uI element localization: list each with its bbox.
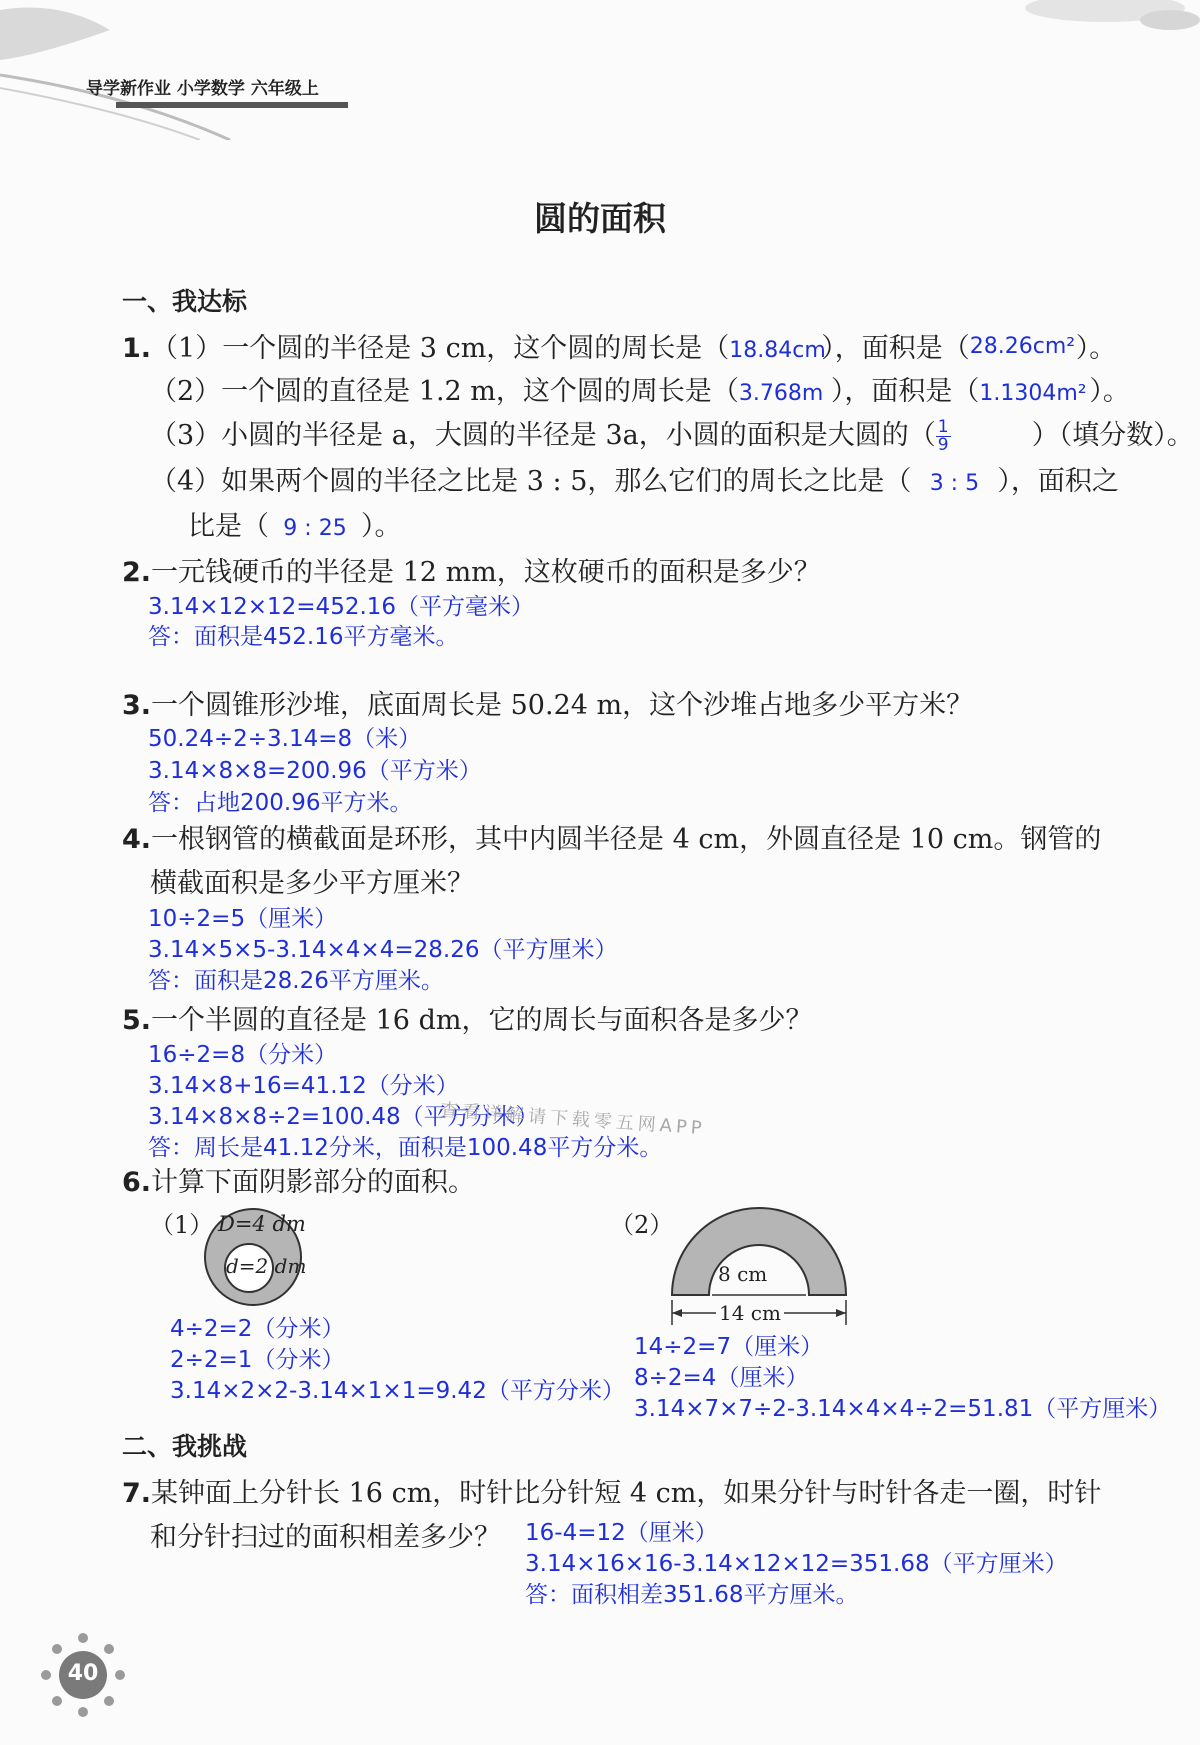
header-rule bbox=[116, 102, 348, 108]
page-title: 圆的面积 bbox=[534, 199, 666, 238]
answer-6-2-line-3: 3.14×7×7÷2-3.14×4×4÷2=51.81（平方厘米） bbox=[634, 1396, 1172, 1422]
answer-4-line-1: 10÷2=5（厘米） bbox=[148, 906, 338, 932]
question-2: 2.一元钱硬币的半径是 12 mm，这枚硬币的面积是多少？ bbox=[122, 557, 821, 588]
question-1-part-1: 1.（1）一个圆的半径是 3 cm，这个圆的周长是（18.84cm），面积是（28.26cm²）。 bbox=[122, 333, 1117, 364]
question-1-part-3: （3）小圆的半径是 a，大圆的半径是 3a，小圆的面积是大圆的（ $\frac{1}{9}$ ）（填分数）。 bbox=[150, 417, 1194, 455]
figure-1-outer-diameter-label: D=4 dm bbox=[218, 1212, 306, 1236]
answer-5-line-3: 3.14×8×8÷2=100.48（平方分米） bbox=[148, 1104, 539, 1130]
header-swoosh-decoration bbox=[0, 0, 1200, 140]
answer-3-line-1: 50.24÷2÷3.14=8（米） bbox=[148, 726, 422, 752]
question-1-number: 1. bbox=[122, 333, 152, 364]
figure-1-inner-diameter-label: d=2 dm bbox=[226, 1254, 307, 1278]
answer-2-line-1: 3.14×12×12=452.16（平方毫米） bbox=[148, 594, 535, 620]
answer-5-line-1: 16÷2=8（分米） bbox=[148, 1042, 338, 1068]
answer-5-line-2: 3.14×8+16=41.12（分米） bbox=[148, 1073, 459, 1099]
answer-1-1-area: 28.26cm² bbox=[969, 334, 1076, 359]
watermark-text: 查看详解请下载零五网APP bbox=[439, 1099, 707, 1140]
question-7-line-2: 和分针扫过的面积相差多少？ bbox=[150, 1522, 501, 1553]
answer-1-2-area: 1.1304m² bbox=[979, 381, 1087, 406]
question-1-part-2: （2）一个圆的直径是 1.2 m，这个圆的周长是（3.768m ），面积是（1.1304m² ）。 bbox=[150, 376, 1130, 407]
answer-2-line-2: 答：面积是452.16平方毫米。 bbox=[148, 624, 459, 650]
answer-3-line-3: 答：占地200.96平方米。 bbox=[148, 790, 413, 816]
answer-1-4-ratio-area: 9 : 25 bbox=[283, 516, 347, 541]
answer-6-2-line-2: 8÷2=4（厘米） bbox=[634, 1365, 809, 1391]
figure-2-outer-diameter-label: 14 cm bbox=[716, 1301, 784, 1325]
question-3: 3.一个圆锥形沙堆，底面周长是 50.24 m，这个沙堆占地多少平方米？ bbox=[122, 690, 974, 721]
answer-3-line-2: 3.14×8×8=200.96（平方米） bbox=[148, 758, 482, 784]
figure-2-inner-diameter-label: 8 cm bbox=[718, 1262, 768, 1286]
series-header: 导学新作业 小学数学 六年级上 bbox=[86, 79, 319, 99]
figure-1-label: （1） bbox=[150, 1211, 214, 1239]
answer-5-line-4: 答：周长是41.12分米，面积是100.48平方分米。 bbox=[148, 1135, 663, 1161]
question-4-line-1: 4.一根钢管的横截面是环形，其中内圆半径是 4 cm，外圆直径是 10 cm。钢管的 bbox=[122, 824, 1102, 855]
answer-7-line-2: 3.14×16×16-3.14×12×12=351.68（平方厘米） bbox=[525, 1551, 1068, 1577]
question-5: 5.一个半圆的直径是 16 dm，它的周长与面积各是多少？ bbox=[122, 1005, 813, 1036]
section-heading-2: 二、我挑战 bbox=[122, 1432, 248, 1461]
answer-6-1-line-3: 3.14×2×2-3.14×1×1=9.42（平方分米） bbox=[170, 1378, 625, 1404]
answer-1-4-ratio-circumference: 3 : 5 bbox=[929, 471, 980, 496]
answer-6-1-line-1: 4÷2=2（分米） bbox=[170, 1316, 345, 1342]
answer-1-2-circumference: 3.768m bbox=[738, 381, 824, 406]
question-1-part-4-cont: 比是（ 9 : 25 ）。 bbox=[188, 511, 402, 542]
question-6: 6.计算下面阴影部分的面积。 bbox=[122, 1167, 476, 1198]
question-1-part-4: （4）如果两个圆的半径之比是 3 : 5，那么它们的周长之比是（ 3 : 5 ），面积之 bbox=[150, 466, 1119, 497]
answer-4-line-2: 3.14×5×5-3.14×4×4=28.26（平方厘米） bbox=[148, 937, 618, 963]
answer-7-line-3: 答：面积相差351.68平方厘米。 bbox=[525, 1582, 859, 1608]
answer-6-2-line-1: 14÷2=7（厘米） bbox=[634, 1334, 824, 1360]
answer-6-1-line-2: 2÷2=1（分米） bbox=[170, 1347, 345, 1373]
question-7-line-1: 7.某钟面上分针长 16 cm，时针比分针短 4 cm，如果分针与时针各走一圈，时针 bbox=[122, 1478, 1102, 1509]
section-heading-1: 一、我达标 bbox=[122, 287, 248, 316]
answer-1-3-fraction: $\frac{1}{9}$ bbox=[937, 417, 949, 455]
answer-7-line-1: 16-4=12（厘米） bbox=[525, 1520, 718, 1546]
answer-4-line-3: 答：面积是28.26平方厘米。 bbox=[148, 968, 444, 994]
page-number: 40 bbox=[67, 1661, 99, 1686]
answer-1-1-circumference: 18.84cm bbox=[729, 338, 826, 363]
question-4-line-2: 横截面积是多少平方厘米？ bbox=[150, 868, 474, 899]
figure-2-label: （2） bbox=[610, 1211, 674, 1239]
